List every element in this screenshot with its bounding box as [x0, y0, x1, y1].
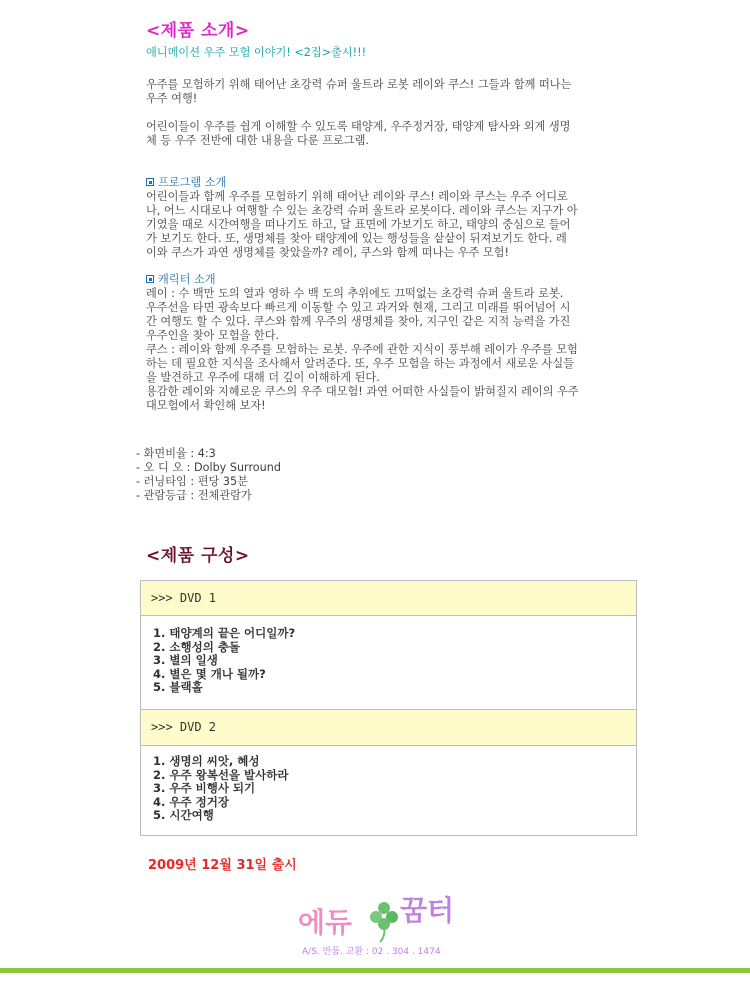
text-line: 어린이들이 우주를 쉽게 이해할 수 있도록 태양계, 우주정거장, 태양계 탐사와 외계 생명 — [146, 120, 571, 133]
text-line: 하는 데 필요한 지식을 조사해서 알려준다. 또, 우주 모험을 하는 과정에서 새로운 사실들 — [146, 357, 575, 370]
logo-contact: A/S. 반품. 교환 : 02 . 304 . 1474 — [302, 947, 441, 957]
dvd2-heading: >>> DVD 2 — [141, 710, 636, 746]
logo-text-right: 꿈터 — [400, 894, 455, 927]
text-line: 쿠스 : 레이와 함께 우주를 모험하는 로봇. 우주에 관한 지식이 풍부해 레이가 우주를 모험 — [146, 343, 578, 356]
list-item: 4. 별은 몇 개나 될까? — [153, 666, 266, 681]
spec-item: - 러닝타임 : 편당 35분 — [136, 475, 248, 488]
dvd1-episode-list — [153, 627, 295, 695]
text-line: 우주인을 찾아 모험을 한다. — [146, 329, 280, 342]
list-item: 2. 소행성의 충돌 — [153, 639, 241, 654]
logo-graphic — [296, 890, 486, 960]
spec-item: - 오 디 오 : Dolby Surround — [136, 461, 281, 474]
intro-paragraph-2 — [146, 120, 632, 148]
program-section — [146, 176, 632, 260]
spec-item: - 화면비율 : 4:3 — [136, 447, 216, 460]
text-line: 우주를 모험하기 위해 태어난 초강력 슈퍼 울트라 로봇 레이와 쿠스! 그들과 함께 떠나는 — [146, 78, 572, 91]
intro-paragraph-1 — [146, 78, 632, 106]
intro-subtitle: 애니메이션 우주 모험 이야기! <2집>출시!!! — [146, 46, 367, 59]
square-bullet-icon — [146, 178, 154, 186]
list-item: 5. 블랙홀 — [153, 680, 203, 694]
character-section — [146, 273, 632, 413]
list-item: 3. 우주 비행사 되기 — [153, 781, 256, 795]
text-line: 레이 : 수 백만 도의 열과 영하 수 백 도의 추위에도 끄떡없는 초강력 슈퍼 울트라 로봇. — [146, 287, 564, 300]
spec-list — [136, 447, 281, 503]
list-item: 4. 우주 정거장 — [153, 794, 229, 809]
text-line: 우주선을 타면 광속보다 빠르게 이동할 수 있고 과거와 현재, 그리고 미래를 뛰어넘어 시 — [146, 301, 571, 314]
edu-dreamland-logo — [296, 890, 486, 960]
spec-item: - 관람등급 : 전체관람가 — [136, 489, 252, 502]
text-line: 기였을 때로 시간여행을 떠나기도 하고, 달 표면에 가보기도 하고, 태양의 중심으로 들어 — [146, 218, 571, 231]
text-line: 용감한 레이와 지혜로운 쿠스의 우주 대모험! 과연 어떠한 사실들이 밝혀질지 레이의 우주 — [146, 385, 579, 398]
program-heading — [146, 176, 632, 190]
logo-text-left: 에듀 — [298, 906, 353, 939]
square-bullet-icon — [146, 275, 154, 283]
list-item: 1. 생명의 씨앗, 혜성 — [153, 754, 260, 768]
release-date: 2009년 12월 31일 출시 — [148, 858, 297, 873]
product-intro-title: <제품 소개> — [146, 21, 250, 41]
product-composition-title: <제품 구성> — [146, 546, 250, 566]
text-line: 나, 어느 시대로나 여행할 수 있는 초강력 슈퍼 울트라 로봇이다. 레이와 쿠스는 지구가 아 — [146, 204, 578, 217]
list-item: 5. 시간여행 — [153, 808, 214, 822]
text-line: 간 여행도 할 수 있다. 쿠스와 함께 우주의 생명체를 찾아, 지구인 같은 지적 능력을 가진 — [146, 315, 571, 328]
text-line: 체 등 우주 전반에 대한 내용을 다룬 프로그램. — [146, 134, 369, 147]
list-item: 1. 태양계의 끝은 어디일까? — [153, 626, 296, 640]
list-item: 2. 우주 왕복선을 발사하라 — [153, 767, 289, 782]
dvd1-heading: >>> DVD 1 — [141, 581, 636, 616]
character-heading — [146, 273, 632, 287]
text-line: 우주 여행! — [146, 92, 198, 105]
text-line: 어린이들과 함께 우주를 모험하기 위해 태어난 레이와 쿠스! 레이와 쿠스는 우주 어디로 — [146, 190, 568, 203]
clover-icon — [370, 902, 398, 942]
dvd2-episode-list — [153, 755, 288, 823]
text-line: 가 보기도 한다. 또, 생명체를 찾아 태양계에 있는 행성들을 샅샅이 뒤져보기도 한다. 레 — [146, 232, 567, 245]
character-heading-label: 캐릭터 소개 — [158, 273, 216, 286]
text-line: 이와 쿠스가 과연 생명체를 찾았을까? 레이, 쿠스와 함께 떠나는 우주 모험! — [146, 246, 509, 259]
footer-divider — [0, 968, 750, 973]
program-heading-label: 프로그램 소개 — [158, 176, 227, 189]
text-line: 대모험에서 확인해 보자! — [146, 399, 266, 412]
text-line: 을 발견하고 우주에 대해 더 깊이 이해하게 된다. — [146, 371, 380, 384]
list-item: 3. 별의 일생 — [153, 653, 218, 667]
dvd-contents-table — [140, 580, 637, 836]
